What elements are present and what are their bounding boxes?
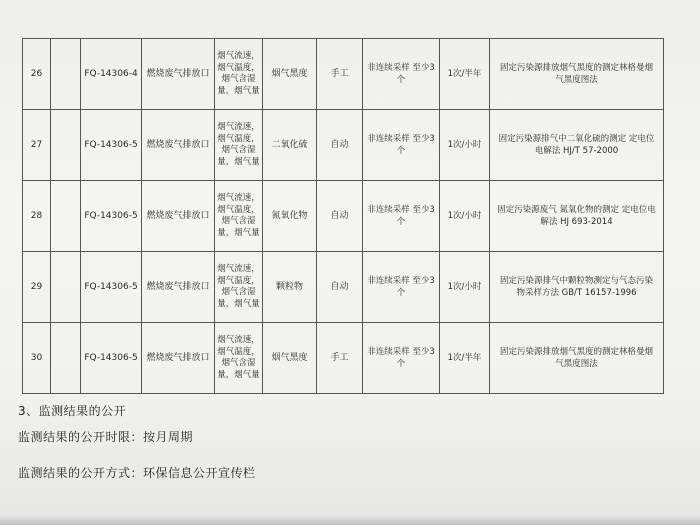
point-name-cell: 燃烧废气排放口 [142,252,215,323]
section-heading: 3、监测结果的公开 [18,404,127,418]
analysis-method-cell: 固定污染源排气中二氧化硫的测定 定电位电解法 HJ/T 57-2000 [490,110,664,181]
blank-cell [51,110,81,181]
sampling-method-cell: 非连续采样 至少3个 [363,110,440,181]
analysis-method-cell: 固定污染源排放烟气黑度的测定林格曼烟气黑度图法 [490,323,664,394]
frequency-cell: 1次/小时 [440,110,490,181]
disclosure-method-line: 监测结果的公开方式：环保信息公开宣传栏 [18,466,256,480]
parameters-cell: 烟气流速，烟气温度，烟气含湿量，烟气量 [215,39,263,110]
sampling-method-cell: 非连续采样 至少3个 [363,39,440,110]
monitoring-item-cell: 烟气黑度 [263,39,317,110]
point-name-cell: 燃烧废气排放口 [142,110,215,181]
blank-cell [51,39,81,110]
sampling-method-cell: 非连续采样 至少3个 [363,181,440,252]
frequency-cell: 1次/半年 [440,39,490,110]
point-code-cell: FQ-14306-4 [81,39,142,110]
sampling-method-cell: 非连续采样 至少3个 [363,252,440,323]
point-name-cell: 燃烧废气排放口 [142,323,215,394]
monitoring-item-cell: 二氧化硫 [263,110,317,181]
disclosure-period-line: 监测结果的公开时限：按月周期 [18,430,194,444]
monitoring-mode-cell: 自动 [317,252,363,323]
monitoring-mode-cell: 手工 [317,39,363,110]
point-code-cell: FQ-14306-5 [81,252,142,323]
monitoring-mode-cell: 自动 [317,181,363,252]
monitoring-item-cell: 氮氧化物 [263,181,317,252]
monitoring-item-cell: 颗粒物 [263,252,317,323]
point-code-cell: FQ-14306-5 [81,323,142,394]
monitoring-table [22,38,664,394]
table-row [23,181,664,252]
blank-cell [51,252,81,323]
point-code-cell: FQ-14306-5 [81,181,142,252]
monitoring-mode-cell: 自动 [317,110,363,181]
point-code-cell: FQ-14306-5 [81,110,142,181]
table-row [23,110,664,181]
row-number-cell: 30 [23,323,51,394]
table-row [23,39,664,110]
monitoring-item-cell: 烟气黑度 [263,323,317,394]
row-number-cell: 26 [23,39,51,110]
blank-cell [51,323,81,394]
page-shadow [0,515,700,525]
sampling-method-cell: 非连续采样 至少3个 [363,323,440,394]
blank-cell [51,181,81,252]
frequency-cell: 1次/半年 [440,323,490,394]
analysis-method-cell: 固定污染源排放烟气黑度的测定林格曼烟气黑度图法 [490,39,664,110]
parameters-cell: 烟气流速，烟气温度，烟气含湿量，烟气量 [215,181,263,252]
analysis-method-cell: 固定污染源排气中颗粒物测定与气态污染物采样方法 GB/T 16157-1996 [490,252,664,323]
monitoring-mode-cell: 手工 [317,323,363,394]
table-body [23,39,664,394]
table-row [23,323,664,394]
point-name-cell: 燃烧废气排放口 [142,39,215,110]
row-number-cell: 29 [23,252,51,323]
row-number-cell: 28 [23,181,51,252]
parameters-cell: 烟气流速，烟气温度，烟气含湿量，烟气量 [215,323,263,394]
parameters-cell: 烟气流速，烟气温度，烟气含湿量，烟气量 [215,110,263,181]
frequency-cell: 1次/小时 [440,252,490,323]
parameters-cell: 烟气流速，烟气温度，烟气含湿量，烟气量 [215,252,263,323]
table-row [23,252,664,323]
analysis-method-cell: 固定污染源废气 氮氧化物的测定 定电位电解法 HJ 693-2014 [490,181,664,252]
point-name-cell: 燃烧废气排放口 [142,181,215,252]
frequency-cell: 1次/小时 [440,181,490,252]
row-number-cell: 27 [23,110,51,181]
